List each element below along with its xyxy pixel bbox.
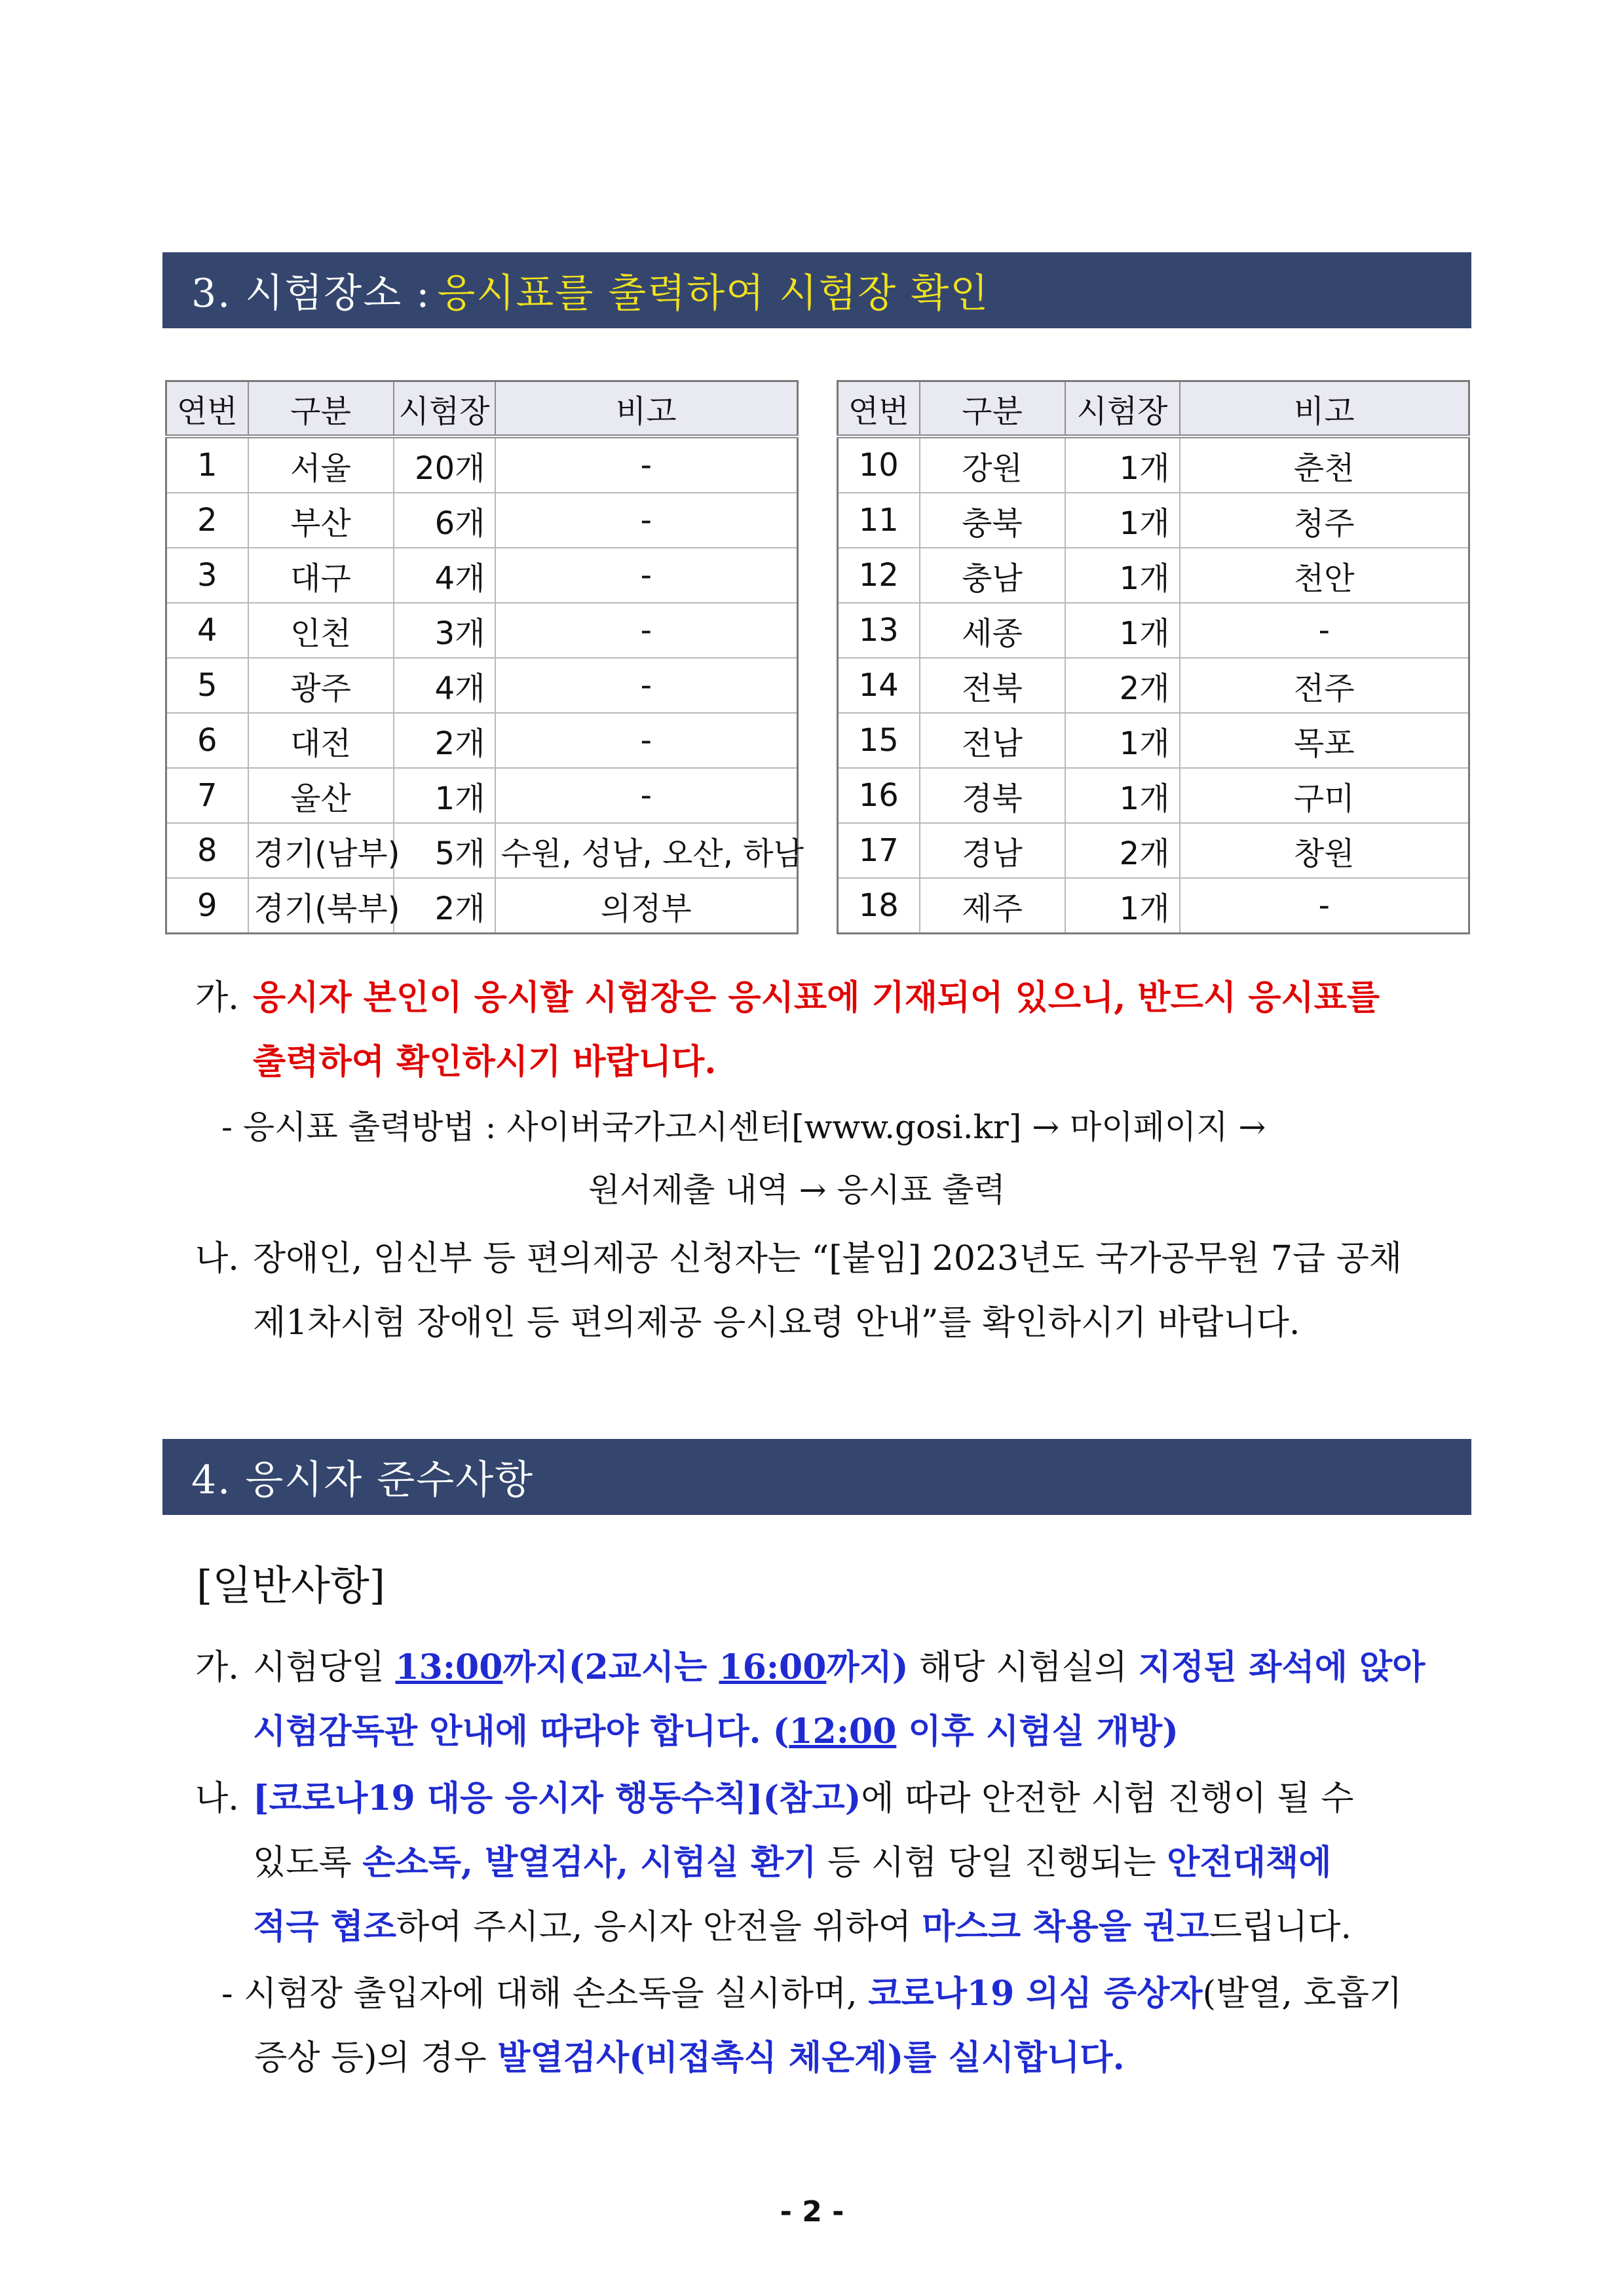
header-venue-count: 시험장 bbox=[394, 381, 495, 437]
rule-na-covid bbox=[195, 1767, 1473, 1959]
cell-region: 경북 bbox=[920, 768, 1065, 823]
rule-na-line-2: 있도록 손소독, 발열검사, 시험실 환기 등 시험 당일 진행되는 안전대책에 bbox=[253, 1843, 1332, 1883]
table-row bbox=[838, 493, 1469, 548]
cell-region: 인천 bbox=[248, 603, 394, 658]
note-ga-line-1: 응시자 본인이 응시할 시험장은 응시표에 기재되어 있으니, 반드시 응시표를 bbox=[253, 978, 1380, 1018]
cell-region: 세종 bbox=[920, 603, 1065, 658]
cell-note: - bbox=[495, 548, 798, 603]
print-method bbox=[221, 1096, 1466, 1221]
note-ga-line-2: 출력하여 확인하시기 바랍니다. bbox=[253, 1042, 717, 1082]
cell-region: 서울 bbox=[248, 436, 394, 493]
header-venue-count: 시험장 bbox=[1065, 381, 1180, 437]
cell-venue-count: 6개 bbox=[394, 493, 495, 548]
cell-venue-count: 1개 bbox=[1065, 878, 1180, 934]
table-header-row bbox=[838, 381, 1469, 437]
cell-note: - bbox=[495, 658, 798, 713]
table-row bbox=[166, 713, 798, 768]
cell-number: 18 bbox=[838, 878, 920, 934]
note-na-line-1: 장애인, 임신부 등 편의제공 신청자는 “[붙임] 2023년도 국가공무원 7급 공채 bbox=[253, 1239, 1403, 1278]
cell-venue-count: 2개 bbox=[1065, 823, 1180, 878]
cell-venue-count: 1개 bbox=[1065, 493, 1180, 548]
section-3-highlight: 응시표를 출력하여 시험장 확인 bbox=[437, 271, 990, 316]
cell-note: 청주 bbox=[1180, 493, 1469, 548]
cell-region: 경기(북부) bbox=[248, 878, 394, 934]
cell-venue-count: 1개 bbox=[1065, 603, 1180, 658]
list-marker: 가. bbox=[195, 1648, 239, 1687]
section-3-title: 3. 시험장소 : bbox=[191, 271, 431, 316]
cell-region: 전남 bbox=[920, 713, 1065, 768]
section-3-banner bbox=[162, 252, 1471, 328]
table-row bbox=[838, 436, 1469, 493]
table-row bbox=[166, 658, 798, 713]
list-marker: 나. bbox=[195, 1779, 239, 1818]
table-row bbox=[838, 768, 1469, 823]
rule-ga-line-1: 시험당일 13:00까지(2교시는 16:00까지) 해당 시험실의 지정된 좌석에 앉아 bbox=[253, 1647, 1426, 1687]
table-row bbox=[166, 493, 798, 548]
cell-region: 대전 bbox=[248, 713, 394, 768]
header-region: 구분 bbox=[248, 381, 394, 437]
cell-venue-count: 1개 bbox=[1065, 768, 1180, 823]
list-marker: 나. bbox=[195, 1239, 239, 1278]
cell-region: 강원 bbox=[920, 436, 1065, 493]
cell-number: 14 bbox=[838, 658, 920, 713]
cell-note: 전주 bbox=[1180, 658, 1469, 713]
cell-note: - bbox=[1180, 878, 1469, 934]
cell-number: 4 bbox=[166, 603, 248, 658]
cell-number: 12 bbox=[838, 548, 920, 603]
cell-venue-count: 1개 bbox=[1065, 713, 1180, 768]
table-row bbox=[166, 548, 798, 603]
cell-region: 충북 bbox=[920, 493, 1065, 548]
header-number: 연번 bbox=[166, 381, 248, 437]
cell-venue-count: 2개 bbox=[394, 713, 495, 768]
cell-note: 구미 bbox=[1180, 768, 1469, 823]
cell-number: 15 bbox=[838, 713, 920, 768]
cell-note: 수원, 성남, 오산, 하남 bbox=[495, 823, 798, 878]
header-region: 구분 bbox=[920, 381, 1065, 437]
table-row bbox=[838, 603, 1469, 658]
header-note: 비고 bbox=[1180, 381, 1469, 437]
table-row bbox=[838, 823, 1469, 878]
note-ga-venue bbox=[195, 966, 1473, 1094]
cell-number: 13 bbox=[838, 603, 920, 658]
cell-region: 충남 bbox=[920, 548, 1065, 603]
cell-number: 11 bbox=[838, 493, 920, 548]
list-marker: 가. bbox=[195, 978, 239, 1018]
cell-note: - bbox=[495, 713, 798, 768]
rule-dash-disinfection bbox=[221, 1962, 1473, 2090]
rule-na-line-3: 적극 협조하여 주시고, 응시자 안전을 위하여 마스크 착용을 권고드립니다. bbox=[253, 1907, 1352, 1947]
cell-venue-count: 1개 bbox=[1065, 436, 1180, 493]
rule-dash-line-1: - 시험장 출입자에 대해 손소독을 실시하며, 코로나19 의심 증상자(발열, 호흡기 bbox=[221, 1974, 1403, 2014]
cell-number: 16 bbox=[838, 768, 920, 823]
cell-note: 춘천 bbox=[1180, 436, 1469, 493]
cell-note: - bbox=[495, 493, 798, 548]
cell-number: 2 bbox=[166, 493, 248, 548]
cell-note: 목포 bbox=[1180, 713, 1469, 768]
cell-number: 8 bbox=[166, 823, 248, 878]
cell-venue-count: 4개 bbox=[394, 658, 495, 713]
cell-venue-count: 1개 bbox=[1065, 548, 1180, 603]
section-4-title: 4. 응시자 준수사항 bbox=[191, 1457, 535, 1503]
rule-na-line-1: [코로나19 대응 응시자 행동수칙](참고)에 따라 안전한 시험 진행이 될 수 bbox=[253, 1778, 1354, 1818]
cell-region: 경기(남부) bbox=[248, 823, 394, 878]
cell-note: - bbox=[495, 603, 798, 658]
general-rules-heading: [일반사항] bbox=[197, 1561, 385, 1609]
table-row bbox=[838, 713, 1469, 768]
cell-region: 대구 bbox=[248, 548, 394, 603]
table-header-row bbox=[166, 381, 798, 437]
print-method-line-2: 원서제출 내역 → 응시표 출력 bbox=[588, 1171, 1006, 1209]
cell-number: 9 bbox=[166, 878, 248, 934]
rule-ga-line-2: 시험감독관 안내에 따라야 합니다. (12:00 이후 시험실 개방) bbox=[253, 1712, 1179, 1751]
table-row bbox=[838, 548, 1469, 603]
cell-number: 17 bbox=[838, 823, 920, 878]
table-row bbox=[166, 878, 798, 934]
cell-region: 울산 bbox=[248, 768, 394, 823]
venue-table-right bbox=[837, 380, 1470, 934]
cell-region: 제주 bbox=[920, 878, 1065, 934]
print-method-line-1: - 응시표 출력방법 : 사이버국가고시센터[www.gosi.kr] → 마이페이지 → bbox=[221, 1108, 1266, 1146]
cell-note: - bbox=[495, 768, 798, 823]
cell-venue-count: 20개 bbox=[394, 436, 495, 493]
cell-venue-count: 2개 bbox=[394, 878, 495, 934]
cell-region: 광주 bbox=[248, 658, 394, 713]
table-row bbox=[166, 436, 798, 493]
cell-region: 부산 bbox=[248, 493, 394, 548]
cell-venue-count: 1개 bbox=[394, 768, 495, 823]
page-number: - 2 - bbox=[780, 2195, 844, 2229]
cell-number: 5 bbox=[166, 658, 248, 713]
cell-venue-count: 3개 bbox=[394, 603, 495, 658]
table-row bbox=[838, 658, 1469, 713]
venue-table-left bbox=[165, 380, 804, 934]
cell-note: - bbox=[495, 436, 798, 493]
rule-ga-seating bbox=[195, 1636, 1473, 1764]
table-row bbox=[838, 878, 1469, 934]
cell-venue-count: 2개 bbox=[1065, 658, 1180, 713]
cell-region: 전북 bbox=[920, 658, 1065, 713]
note-na-accommodation bbox=[195, 1227, 1473, 1355]
cell-number: 10 bbox=[838, 436, 920, 493]
table-row bbox=[166, 823, 798, 878]
table-row bbox=[166, 603, 798, 658]
rule-dash-line-2: 증상 등)의 경우 발열검사(비접촉식 체온계)를 실시합니다. bbox=[254, 2038, 1125, 2078]
cell-note: 천안 bbox=[1180, 548, 1469, 603]
table-row bbox=[166, 768, 798, 823]
cell-number: 7 bbox=[166, 768, 248, 823]
section-4-banner bbox=[162, 1439, 1471, 1515]
header-note: 비고 bbox=[495, 381, 798, 437]
cell-number: 3 bbox=[166, 548, 248, 603]
header-number: 연번 bbox=[838, 381, 920, 437]
cell-region: 경남 bbox=[920, 823, 1065, 878]
cell-number: 1 bbox=[166, 436, 248, 493]
cell-venue-count: 4개 bbox=[394, 548, 495, 603]
cell-number: 6 bbox=[166, 713, 248, 768]
cell-note: 의정부 bbox=[495, 878, 798, 934]
cell-note: 창원 bbox=[1180, 823, 1469, 878]
cell-note: - bbox=[1180, 603, 1469, 658]
cell-venue-count: 5개 bbox=[394, 823, 495, 878]
note-na-line-2: 제1차시험 장애인 등 편의제공 응시요령 안내”를 확인하시기 바랍니다. bbox=[253, 1303, 1300, 1343]
